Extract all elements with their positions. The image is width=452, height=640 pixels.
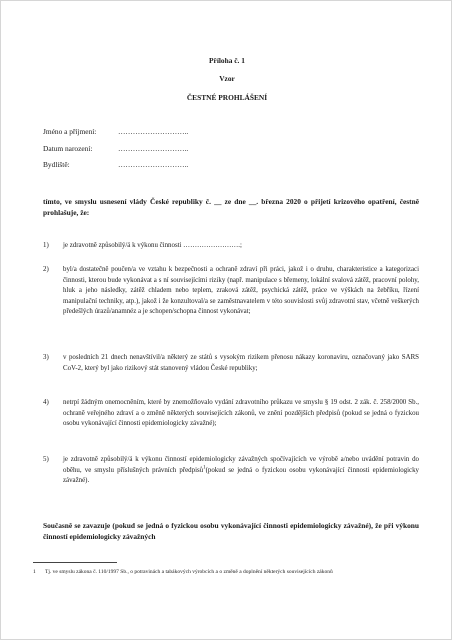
field-name xyxy=(43,127,188,136)
list-item-2 xyxy=(43,265,419,318)
closing-paragraph xyxy=(43,520,419,542)
list-item-number: 5) xyxy=(43,456,49,463)
list-item-text: v posledních 21 dnech nenavštívil/a některý ze států s vysokým rizikem přenosu nákazy koronaviru, označovaný jako SARS CoV-2, který byl jako rizikový stát stanovený vládou České republiky; xyxy=(63,354,419,372)
footnote xyxy=(33,568,423,576)
document-title: ČESTNÉ PROHLÁŠENÍ xyxy=(186,93,268,102)
field-name-label: Jméno a příjmení: xyxy=(43,127,97,136)
footnote-number: 1 xyxy=(33,569,36,575)
list-item-text: je zdravotně způsobilý/á k výkonu činnosti …………………….; xyxy=(63,242,242,249)
template-label: Vzor xyxy=(219,74,235,83)
field-residence-value: ……………………….. xyxy=(118,160,189,169)
list-item-text-after: (pokud se jedná o fyzickou osobu vykonávající činnosti epidemiologicky závažné). xyxy=(63,466,419,485)
field-residence xyxy=(43,160,188,169)
list-item-5 xyxy=(43,455,419,487)
annex-label: Příloha č. 1 xyxy=(209,56,245,65)
list-item-number: 1) xyxy=(43,242,49,249)
footnote-divider xyxy=(33,562,117,563)
list-item-text: byl/a dostatečně poučen/a ve vztahu k bezpečnosti a ochraně zdraví při práci, jakož i o druhu, charakteristice a kategorizaci činnosti, kterou bude vykonávat a s ní souvisejícími riziky (např. manipulace s břemeny, lokální svalová zátěž, pracovní polohy, hluk a jeho následky, zátěž chladem nebo teplem, zraková zátěž, psychická zátěž, práce ve výškách na žebříku, řízení manipulační techniky, atp.), jakož i že konzultoval/a se zaměstnavatelem v této souvislosti svůj zdravotní stav, včetně veškerých předešlých úrazů/anamnéz a je schopen/schopna činnost vykonávat; xyxy=(63,266,419,316)
list-item-number: 2) xyxy=(43,266,49,273)
closing-rest: (pokud se jedná o fyzickou osobu vykonávající činnosti epidemiologicky závažné), že při výkonu činností epidemiologicky závažných xyxy=(43,521,419,541)
closing-bold: Současně se zavazuje xyxy=(43,521,111,530)
field-birthdate xyxy=(43,144,188,153)
list-item-4 xyxy=(43,398,419,430)
field-birthdate-value: ……………………….. xyxy=(118,144,189,153)
footnote-text: Tj. ve smyslu zákona č. 110/1997 Sb., o potravinách a tabákových výrobcích a o změně a doplnění některých souvisejících zákonů xyxy=(45,569,333,575)
list-item-number: 3) xyxy=(43,354,49,361)
list-item-3 xyxy=(43,353,419,374)
list-item-text: netrpí žádným onemocněním, které by znemožňovalo vydání zdravotního průkazu ve smyslu § 19 odst. 2 zák. č. 258/2000 Sb., ochraně veřejného zdraví a o změně některých souvisejících zákonů, ve znění pozdějších předpisů (pokud se jedná o fyzickou osobu vykonávající činnosti epidemiologicky závažné); xyxy=(63,399,419,428)
field-name-value: ……………………….. xyxy=(118,127,189,136)
list-item-text-before: je zdravotně způsobilý/á k výkonu činností epidemiologicky závažných spočívajících ve výrobě a/nebo uvádění potravin do oběhu, ve smyslu příslušných právních předpisů xyxy=(63,456,419,474)
list-item-number: 4) xyxy=(43,399,49,406)
field-residence-label: Bydliště: xyxy=(43,160,70,169)
list-item-text xyxy=(63,455,419,487)
field-birthdate-label: Datum narození: xyxy=(43,144,93,153)
footnote-reference: 1 xyxy=(203,465,206,471)
intro-paragraph: tímto, ve smyslu usnesení vlády České republiky č. __ ze dne __. března 2020 o přijetí krizového opatření, čestně prohlašuje, že: xyxy=(43,197,419,217)
list-item-1 xyxy=(43,241,419,252)
